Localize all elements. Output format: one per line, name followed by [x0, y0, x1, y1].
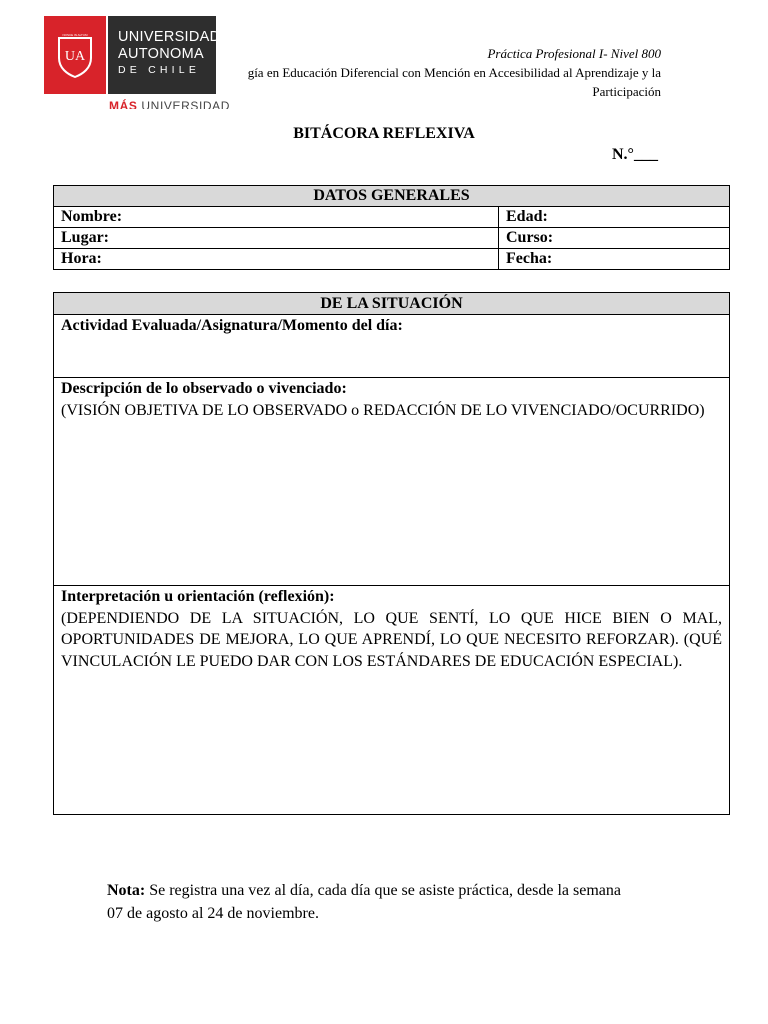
tagline-grey: UNIVERSIDAD — [141, 99, 231, 109]
curso-field[interactable]: Curso: — [499, 228, 730, 249]
logo-wordmark — [118, 29, 220, 78]
tagline-red: MÁS — [109, 99, 138, 109]
interpretacion-instructions: (DEPENDIENDO DE LA SITUACIÓN, LO QUE SENTÍ, LO QUE HICE BIEN O MAL, OPORTUNIDADES DE MEJORA, LO QUE APRENDÍ, LO QUE NECESITO REFORZAR). (QUÉ VINCULACIÓN LE PUEDO DAR CON LOS ESTÁNDARES DE EDUCACIÓN ESPECIAL). — [61, 609, 722, 670]
lugar-field[interactable]: Lugar: — [54, 228, 499, 249]
hora-field[interactable]: Hora: — [54, 249, 499, 270]
logo-line-2: AUTONOMA — [118, 46, 204, 62]
datos-heading: DATOS GENERALES — [54, 186, 730, 207]
logo-line-3: DE CHILE — [118, 64, 201, 76]
datos-generales-table — [53, 185, 730, 270]
shield-icon — [57, 32, 93, 78]
actividad-field[interactable] — [54, 315, 730, 378]
nombre-field[interactable]: Nombre: — [54, 207, 499, 228]
footnote — [107, 879, 627, 925]
situacion-table — [53, 292, 730, 815]
shield-motto: NOSCE IN ALTUM — [62, 33, 88, 37]
header-participation-line: Participación — [592, 84, 661, 99]
interpretacion-label: Interpretación u orientación (reflexión): — [61, 588, 335, 605]
descripcion-instructions: (VISIÓN OBJETIVA DE LO OBSERVADO o REDACCIÓN DE LO VIVENCIADO/OCURRIDO) — [61, 401, 705, 419]
logo-tagline — [109, 99, 230, 109]
logo-red-panel — [44, 16, 106, 94]
page-title: BITÁCORA REFLEXIVA — [293, 125, 475, 142]
note-text: Se registra una vez al día, cada día que se asiste práctica, desde la semana 07 de agosto al 24 de noviembre. — [107, 882, 621, 922]
logo-line-1: UNIVERSIDAD — [118, 29, 221, 45]
descripcion-field[interactable] — [54, 378, 730, 586]
note-label: Nota: — [107, 882, 146, 899]
university-logo — [44, 16, 221, 94]
edad-field[interactable]: Edad: — [499, 207, 730, 228]
descripcion-label: Descripción de lo observado o vivenciado: — [61, 380, 347, 397]
shield-text: UA — [64, 49, 86, 64]
situacion-heading: DE LA SITUACIÓN — [54, 293, 730, 315]
interpretacion-field[interactable] — [54, 586, 730, 815]
header-program-line: gía en Educación Diferencial con Mención en Accesibilidad al Aprendizaje y la — [247, 65, 661, 80]
fecha-field[interactable]: Fecha: — [499, 249, 730, 270]
header-course-line: Práctica Profesional I- Nivel 800 — [487, 46, 661, 61]
actividad-label: Actividad Evaluada/Asignatura/Momento del día: — [61, 317, 403, 334]
number-field: N.°___ — [612, 146, 658, 163]
